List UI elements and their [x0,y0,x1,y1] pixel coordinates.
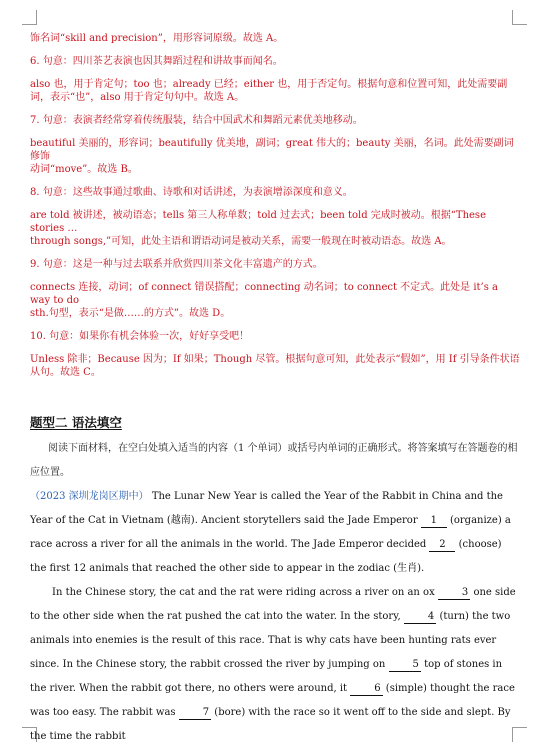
passage-text: (organize) a race across a river for all the animals in the world. The Jade Emperor decided [30,515,511,550]
answer-explanations [30,32,521,379]
answer-blank-1: 1 [421,515,447,528]
page-content [30,32,521,749]
explanation-line: beautiful 美丽的，形容词；beautifully 优美地，副词；great 伟大的；beauty 美丽，名词。此处需要副词修饰 [30,138,514,162]
answer-blank-3: 3 [438,587,470,600]
answer-blank-2: 2 [429,539,455,552]
explanation-line: through songs,”可知，此处主语和谓语动词是被动关系，需要一般现在时被动语态。故选 A。 [30,236,452,247]
explanation-line: connects 连接，动词；of connect 错误搭配；connecting 动名词；to connect 不定式。此处是 it’s a way to do [30,282,499,306]
explanation-block [30,114,521,127]
explanation-block [30,55,521,68]
answer-blank-6: 6 [350,683,382,696]
explanation-line: also 也，用于肯定句；too 也；already 已经；either 也，用于否定句。根据句意和位置可知，此处需要副 [30,79,508,90]
explanation-block [30,281,521,320]
explanation-block [30,186,521,199]
crop-mark-top-left [22,10,37,25]
explanation-line: sth.句型，表示“是做……的方式”。故选 D。 [30,308,231,319]
answer-blank-7: 7 [179,707,211,720]
answer-blank-5: 5 [389,659,421,672]
explanation-line: 7. 句意：表演者经常穿着传统服装，结合中国武术和舞蹈元素优美地移动。 [30,115,363,126]
crop-mark-top-right [512,10,527,25]
passage-text: (turn) the two animals into enemies is the result of this race. That is why cats have been hunting rats ever since. In the Chinese story, the rabbit crossed the river by jumping on [30,611,511,670]
section-instruction: 阅读下面材料，在空白处填入适当的内容（1 个单词）或括号内单词的正确形式。将答案填写在答题卷的相应位置。 [30,443,518,478]
passage-paragraph-1 [30,485,521,581]
passage-text: In the Chinese story, the cat and the rat were riding across a river on an ox [52,587,438,598]
passage-text: top of stones in the river. When the rabbit got there, no others were around, it [30,659,503,694]
explanation-block [30,78,521,104]
explanation-line: Unless 除非；Because 因为；If 如果；Though 尽管。根据句意可知，此处表示“假如”，用 If 引导条件状语 [30,354,520,365]
explanation-block [30,137,521,176]
passage-text: one side to the other side when the rat pushed the cat into the water. In the story, [30,587,516,622]
explanation-line: 词，表示“也”，also 用于肯定句句中。故选 A。 [30,92,245,103]
explanation-block [30,353,521,379]
passage-source: （2023 深圳龙岗区期中） [30,491,149,502]
explanation-line: 动词“move”。故选 B。 [30,164,138,175]
passage-text: (choose) the first 12 animals that reached the other side to appear in the zodiac (生肖). [30,539,502,574]
explanation-block [30,258,521,271]
answer-blank-4: 4 [404,611,436,624]
explanation-line: 从句。故选 C。 [30,367,101,378]
explanation-block [30,330,521,343]
passage-text: (bore) with the race so it went off to the side and slept. By the time the rabbit [30,707,511,742]
passage-text: The Lunar New Year is called the Year of the Rabbit in China and the Year of the Cat in Vietnam (越南). Ancient storytellers said the Jade Emperor [30,491,503,526]
explanation-line: 6. 句意：四川茶艺表演也因其舞蹈过程和讲故事而闻名。 [30,56,283,67]
explanation-block [30,32,521,45]
passage-text: (simple) thought the race was too easy. The rabbit was [30,683,515,718]
explanation-line: 8. 句意：这些故事通过歌曲、诗歌和对话讲述，为表演增添深度和意义。 [30,187,353,198]
explanation-line: 10. 句意：如果你有机会体验一次，好好享受吧！ [30,331,250,342]
section-title: 题型二 语法填空 [30,415,122,430]
passage-paragraph-2 [30,581,521,749]
explanation-line: are told 被讲述，被动语态；tells 第三人称单数；told 过去式；been told 完成时被动。根据“These stories … [30,210,486,234]
explanation-line: 9. 句意：这是一种与过去联系并欣赏四川茶文化丰富遗产的方式。 [30,259,323,270]
explanation-line: 饰名词“skill and precision”，用形容词原级。故选 A。 [30,33,284,44]
explanation-block [30,209,521,248]
